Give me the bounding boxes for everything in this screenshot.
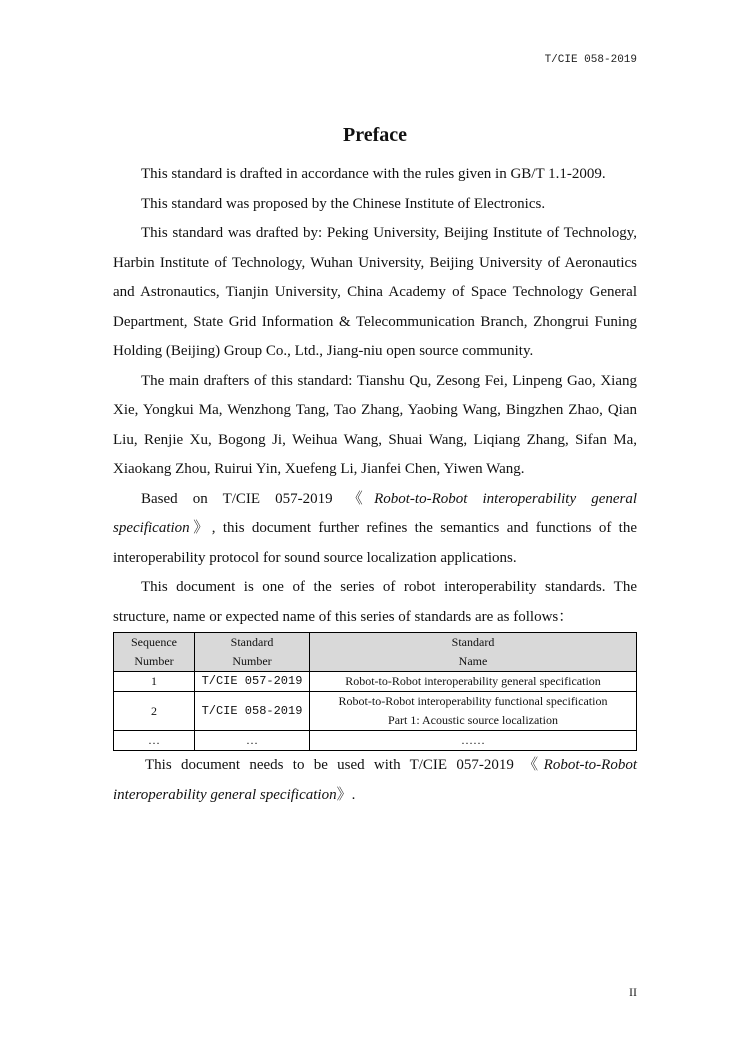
document-id: T/CIE 058-2019 [544,54,637,66]
standards-series-table [113,632,637,751]
col-header-sequence-line1: Sequence [131,635,177,649]
usage-spec-title: Robot-to-Robot interoperability general specification [113,757,637,803]
preface-body [113,160,637,810]
usage-text-pre: This document needs to be used with T/CIE 057-2019 《 [145,757,544,773]
page-number: II [629,985,637,999]
paragraph-drafting-units: This standard was drafted by: Peking University, Beijing Institute of Technology, Harbin Institute of Technology, Wuhan University, Beijing University of Aeronautics and Astronautics, Tianjin University, China Academy of Space Technology General Department, State Grid Information & Telecommunication Branch, Zhongrui Funing Holding (Beijing) Group Co., Ltd., Jiang-niu open source community. [113,225,637,359]
paragraph-basis [113,485,637,574]
cell-standard-name-line2: Part 1: Acoustic source localization [388,713,558,727]
paragraph-drafting-rules: This standard is drafted in accordance with the rules given in GB/T 1.1-2009. [141,166,606,182]
table-row [114,692,637,731]
col-header-name-line2: Name [458,654,488,668]
cell-standard-number: T/CIE 057-2019 [195,672,310,692]
usage-text-post: 》. [336,786,356,803]
cell-sequence: 1 [114,672,195,692]
table-header-row [114,633,637,672]
basis-text-pre: Based on T/CIE 057-2019 《 [141,490,375,507]
col-header-sequence [114,633,195,672]
basis-spec-title: Robot-to-Robot interoperability general specification [113,490,638,536]
basis-text-post: 》, this document further refines the semantics and functions of the interoperability protocol for sound source localization applications. [113,520,637,566]
cell-sequence: 2 [114,692,195,731]
table-row [114,731,637,751]
col-header-standard-name [310,633,637,672]
col-header-standard-number [195,633,310,672]
paragraph-series: This document is one of the series of robot interoperability standards. The structure, name or expected name of this series of standards are as follows： [113,579,637,625]
col-header-sequence-line2: Number [134,654,174,668]
cell-standard-name-line1: Robot-to-Robot interoperability functional specification [338,694,608,708]
cell-sequence: … [114,731,195,751]
paragraph-usage-note [113,751,637,810]
cell-standard-name: Robot-to-Robot interoperability general specification [310,672,637,692]
page-title: Preface [342,124,408,146]
paragraph-proposer: This standard was proposed by the Chinese Institute of Electronics. [141,195,546,212]
col-header-name-line1: Standard [451,635,495,649]
table-row [114,672,637,692]
col-header-number-line2: Number [232,654,272,668]
col-header-number-line1: Standard [230,635,274,649]
cell-standard-number: … [195,731,310,751]
cell-standard-name [310,692,637,731]
cell-standard-name: …… [310,731,637,751]
paragraph-drafters: The main drafters of this standard: Tianshu Qu, Zesong Fei, Linpeng Gao, Xiang Xie, Yongkui Ma, Wenzhong Tang, Tao Zhang, Yaobing Wang, Bingzhen Zhao, Qian Liu, Renjie Xu, Bogong Ji, Weihua Wang, Shuai Wang, Liqiang Zhang, Sifan Ma, Xiaokang Zhou, Ruirui Yin, Xuefeng Li, Jianfei Chen, Yiwen Wang. [113,372,637,477]
cell-standard-number: T/CIE 058-2019 [195,692,310,731]
